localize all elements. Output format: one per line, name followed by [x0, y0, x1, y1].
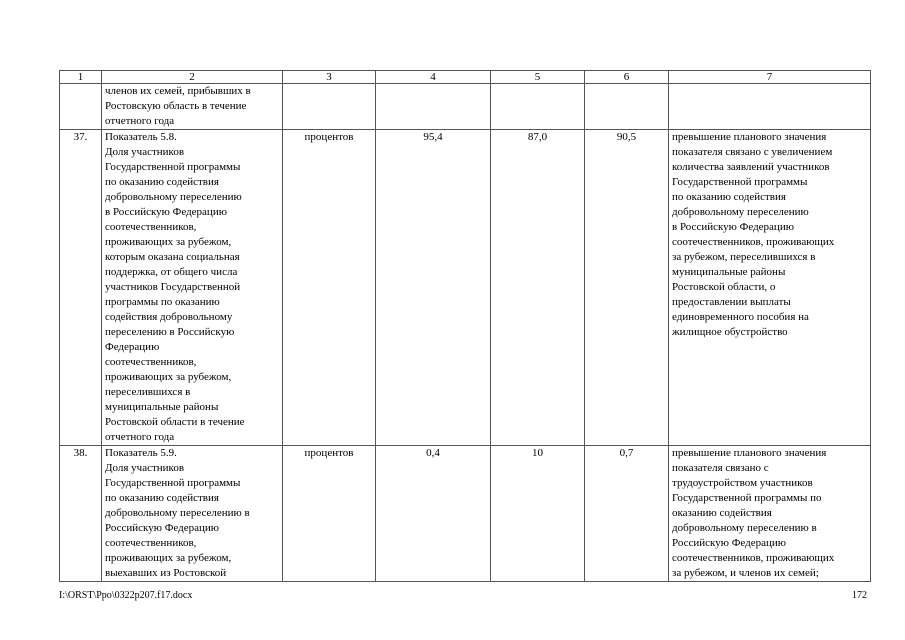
- value-cell: 0,7: [585, 446, 669, 582]
- note-cell: превышение планового значения показателя связано с трудоустройством участников Государственной программы по оказанию содействия добровольному переселению в Российскую Федерацию соотечественников, проживающих за рубежом, и членов их семей;: [669, 446, 871, 582]
- unit-cell: процентов: [283, 130, 376, 446]
- table-row: [60, 130, 871, 446]
- col-header-3: 3: [283, 71, 376, 84]
- value-cell: [585, 84, 669, 130]
- col-header-2: 2: [102, 71, 283, 84]
- note-cell: [669, 84, 871, 130]
- value-cell: 0,4: [376, 446, 491, 582]
- report-table: [59, 70, 871, 582]
- unit-cell: процентов: [283, 446, 376, 582]
- page-number: 172: [852, 590, 867, 601]
- col-header-7: 7: [669, 71, 871, 84]
- value-cell: 87,0: [491, 130, 585, 446]
- row-number: [60, 84, 102, 130]
- value-cell: 95,4: [376, 130, 491, 446]
- value-cell: [491, 84, 585, 130]
- indicator-cell: Показатель 5.9. Доля участников Государственной программы по оказанию содействия добровольному переселению в Российскую Федерацию соотечественников, проживающих за рубежом, выехавших из Ростовской: [102, 446, 283, 582]
- column-number-row: [60, 71, 871, 84]
- note-cell: превышение планового значения показателя связано с увеличением количества заявлений участников Государственной программы по оказанию содействия добровольному переселению в Российскую Федерацию соотечественников, проживающих за рубежом, переселившихся в муниципальные районы Ростовской области, о предоставлении выплаты единовременного пособия на жилищное обустройство: [669, 130, 871, 446]
- col-header-6: 6: [585, 71, 669, 84]
- table-row: [60, 446, 871, 582]
- indicator-cell: членов их семей, прибывших в Ростовскую область в течение отчетного года: [102, 84, 283, 130]
- table-row: [60, 84, 871, 130]
- value-cell: 90,5: [585, 130, 669, 446]
- unit-cell: [283, 84, 376, 130]
- col-header-4: 4: [376, 71, 491, 84]
- indicator-cell: Показатель 5.8. Доля участников Государственной программы по оказанию содействия добровольному переселению в Российскую Федерацию соотечественников, проживающих за рубежом, которым оказана социальная поддержка, от общего числа участников Государственной программы по оказанию содействия добровольному переселению в Российскую Федерацию соотечественников, проживающих за рубежом, переселившихся в муниципальные районы Ростовской области в течение отчетного года: [102, 130, 283, 446]
- col-header-5: 5: [491, 71, 585, 84]
- value-cell: [376, 84, 491, 130]
- col-header-1: 1: [60, 71, 102, 84]
- file-path-footer: I:\ORST\Ppo\0322p207.f17.docx: [59, 590, 193, 601]
- value-cell: 10: [491, 446, 585, 582]
- row-number: 37.: [60, 130, 102, 446]
- row-number: 38.: [60, 446, 102, 582]
